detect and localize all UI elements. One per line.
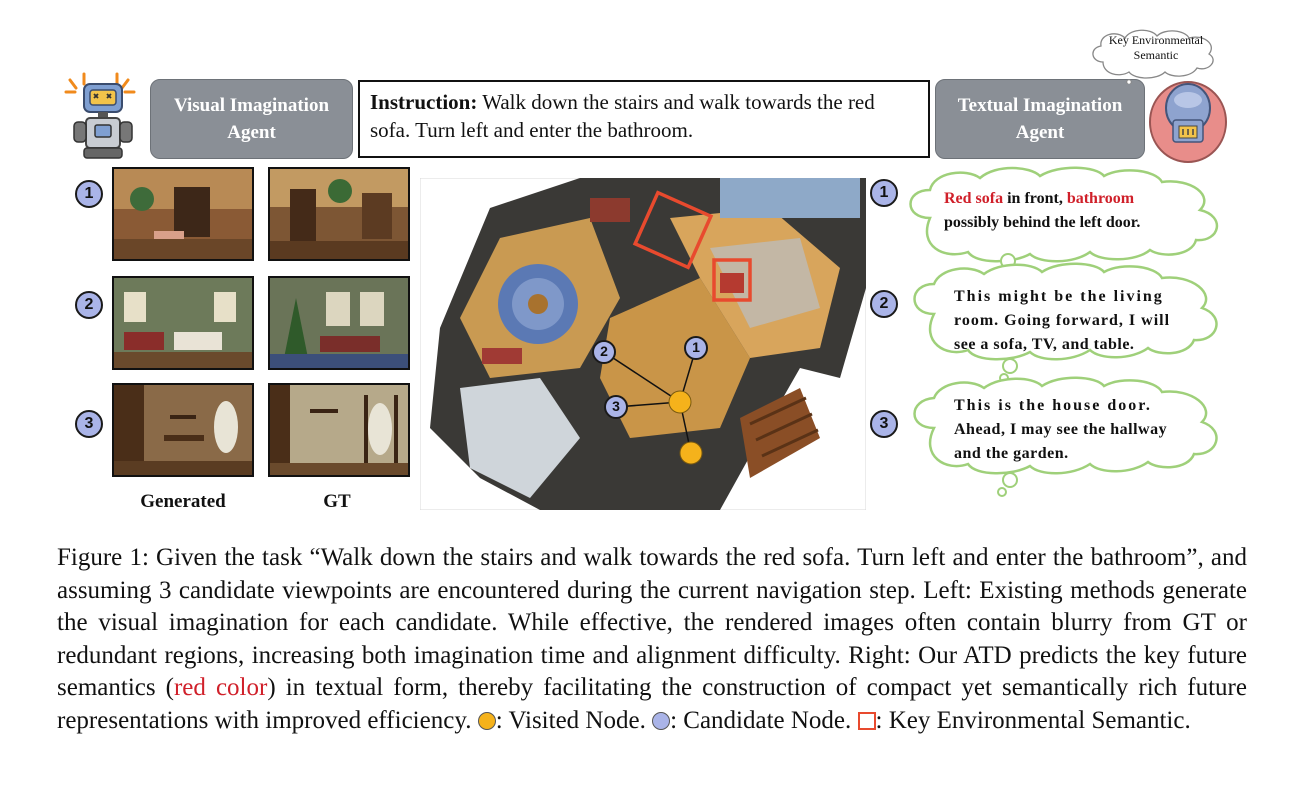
right-badge-2: 2	[870, 290, 898, 318]
caption-part2: ) in textual form, thereby facilitating the construction of compact yet semantically rich future representations with improved efficiency.	[57, 674, 1247, 734]
textual-imagination-agent-box	[935, 79, 1145, 159]
cloud-3-line3: and the garden.	[954, 445, 1069, 462]
figure-caption	[57, 542, 1247, 737]
instruction-box	[358, 80, 930, 158]
map-node-label-1: 1	[692, 339, 700, 355]
cloud-2-text	[954, 285, 1234, 357]
key-semantic-legend-icon	[858, 712, 876, 730]
left-badge-2: 2	[75, 291, 103, 319]
thought-bubble-line1: Key Environmental	[1108, 33, 1204, 47]
caption-key: : Key Environmental Semantic.	[875, 706, 1191, 734]
caption-candidate: : Candidate Node.	[670, 706, 858, 734]
generated-image-2	[112, 276, 254, 370]
cloud-1-text	[944, 187, 1219, 235]
right-badge-3: 3	[870, 410, 898, 438]
visual-agent-title-line2: Agent	[227, 122, 276, 143]
visual-imagination-agent-box	[150, 79, 353, 159]
gt-column-label: GT	[323, 491, 351, 512]
generated-image-1	[112, 167, 254, 261]
gt-image-1	[268, 167, 410, 261]
cloud-2-line2: room. Going forward, I will	[954, 312, 1171, 329]
generated-column-label: Generated	[140, 491, 226, 512]
left-badge-3: 3	[75, 410, 103, 438]
gt-image-2	[268, 276, 410, 370]
thought-bubble-line2: Semantic	[1133, 48, 1179, 62]
visited-node-legend-icon	[478, 712, 496, 730]
caption-red-color: red color	[173, 674, 268, 701]
map-node-label-2: 2	[600, 343, 608, 359]
textual-agent-robot-icon	[1145, 74, 1231, 164]
cloud-3-text	[954, 394, 1234, 466]
cloud-2-line1: This might be the living	[954, 288, 1164, 305]
cloud-3-line2: Ahead, I may see the hallway	[954, 421, 1168, 438]
candidate-node-legend-icon	[652, 712, 670, 730]
instruction-label: Instruction:	[370, 90, 478, 114]
caption-part1: Figure 1: Given the task “Walk down the stairs and walk towards the red sofa. Turn left and enter the bathroom”, and assuming 3 candidate viewpoints are encountered during the current navigation step. Left: Existing methods generate the visual imagination for each candidate. While effective, the rendered images often contain blurry from GT or redundant regions, increasing both imagination time and alignment difficulty. Right: Our ATD predicts the key future semantics (	[57, 544, 1247, 701]
map-node-label-3: 3	[612, 398, 620, 414]
left-badge-1: 1	[75, 180, 103, 208]
gt-image-3	[268, 383, 410, 477]
textual-agent-title-line1: Textual Imagination	[957, 95, 1123, 116]
right-badge-1: 1	[870, 179, 898, 207]
floor-plan-map	[420, 178, 866, 510]
cloud-3-line1: This is the house door.	[954, 397, 1152, 414]
cloud-1-red-sofa: Red sofa	[944, 190, 1004, 207]
cloud-1-mid: in front,	[1003, 190, 1067, 207]
cloud-1-bathroom: bathroom	[1066, 190, 1135, 207]
caption-visited: : Visited Node.	[495, 706, 653, 734]
visual-agent-title-line1: Visual Imagination	[173, 95, 330, 116]
generated-image-3	[112, 383, 254, 477]
visual-agent-robot-icon	[62, 70, 150, 162]
instruction-text: Walk down the stairs and walk towards the red sofa. Turn left and enter the bathroom.	[370, 90, 875, 142]
cloud-1-line2: possibly behind the left door.	[944, 214, 1141, 231]
textual-agent-title-line2: Agent	[1015, 122, 1065, 143]
cloud-2-line3: see a sofa, TV, and table.	[954, 336, 1135, 353]
